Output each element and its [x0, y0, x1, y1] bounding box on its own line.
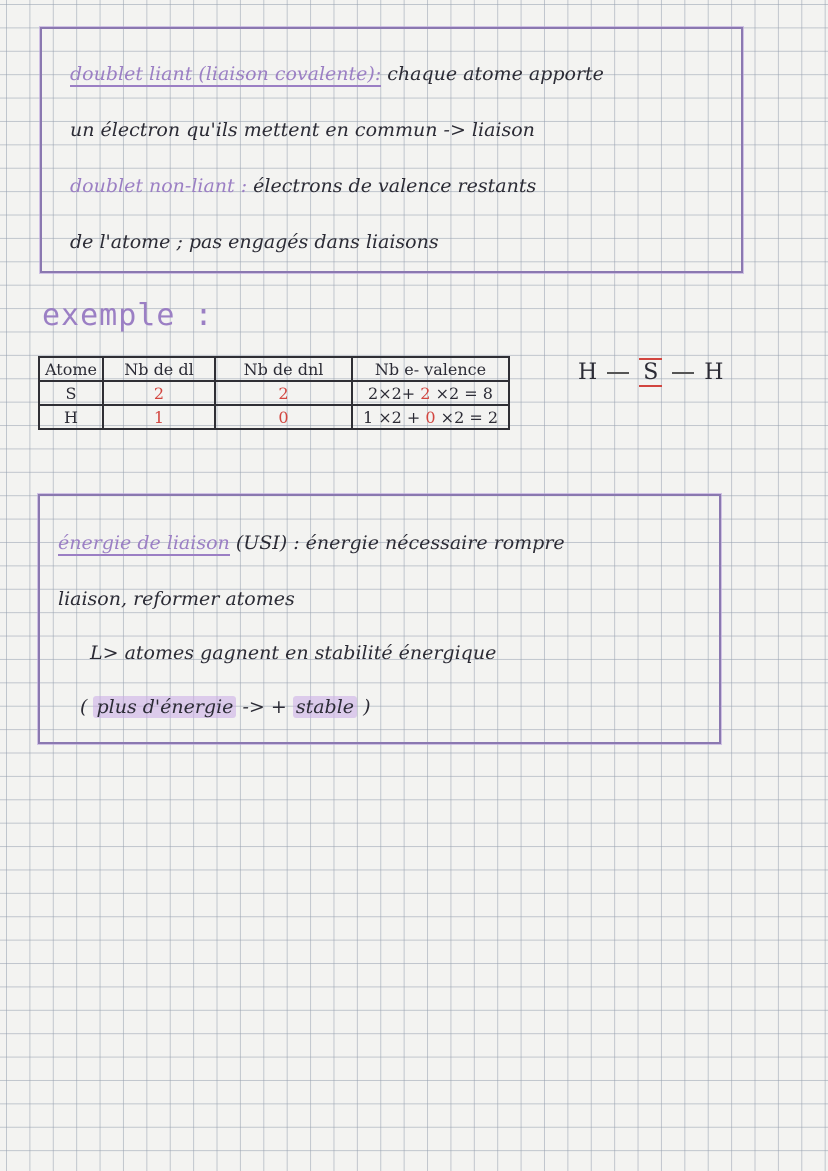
table-row: [39, 381, 509, 405]
box1-line-4: de l'atome ; pas engagés dans liaisons: [70, 231, 439, 253]
term-doublet-liant: doublet liant (liaison covalente):: [70, 63, 382, 85]
example-heading: exemple :: [42, 298, 214, 333]
valence-part-a: 2×2+: [368, 383, 416, 403]
h2s-lewis-structure: [578, 360, 723, 385]
electron-table: [38, 356, 510, 430]
term-energie-liaison: énergie de liaison: [58, 532, 230, 554]
cell-dl: 1: [103, 405, 215, 429]
atom-h-right: H: [704, 360, 724, 385]
valence-part-b: 2: [420, 383, 431, 403]
header-nb-valence: Nb e- valence: [352, 357, 509, 381]
box2-arrow: -> +: [242, 696, 287, 718]
header-nb-dl: Nb de dl: [103, 357, 215, 381]
box1-line3-text: électrons de valence restants: [253, 175, 537, 197]
valence-part-a: 1 ×2 +: [362, 407, 421, 427]
valence-part-c: ×2 = 2: [440, 407, 499, 427]
table-header-row: [39, 357, 509, 381]
header-nb-dnl: Nb de dnl: [215, 357, 352, 381]
cell-dl: 2: [103, 381, 215, 405]
box2-line1-text: : énergie nécessaire rompre: [293, 532, 565, 554]
cell-atom: H: [39, 405, 103, 429]
bond-right: [672, 372, 694, 374]
box2-unit: (USI): [235, 532, 288, 554]
valence-part-c: ×2 = 8: [435, 383, 493, 403]
cell-dnl: 0: [215, 405, 352, 429]
cell-valence: [352, 405, 509, 429]
box1-line-1: [70, 63, 604, 85]
cell-valence: [352, 381, 509, 405]
valence-part-b: 0: [425, 407, 436, 427]
bond-left: [607, 372, 629, 374]
cell-atom: S: [39, 381, 103, 405]
box2-line-1: [58, 532, 565, 554]
highlight-stable: stable: [293, 696, 357, 718]
box2-line-4: ( plus d'énergie -> + stable ): [80, 696, 371, 718]
atom-h-left: H: [578, 360, 598, 385]
box1-line-3: [70, 175, 536, 197]
table-row: [39, 405, 509, 429]
atom-s-center: S: [639, 360, 662, 385]
box1-line1-text: chaque atome apporte: [387, 63, 604, 85]
term-doublet-non-liant: doublet non-liant :: [70, 175, 248, 197]
definition-box-energie: [38, 494, 721, 744]
highlight-plus-energie: plus d'énergie: [93, 696, 236, 718]
header-atome: Atome: [39, 357, 103, 381]
box2-line-2: liaison, reformer atomes: [58, 588, 295, 610]
cell-dnl: 2: [215, 381, 352, 405]
box2-line-3: L> atomes gagnent en stabilité énergique: [90, 642, 497, 664]
definition-box-doublets: [40, 27, 743, 273]
box1-line-2: un électron qu'ils mettent en commun -> liaison: [70, 119, 535, 141]
